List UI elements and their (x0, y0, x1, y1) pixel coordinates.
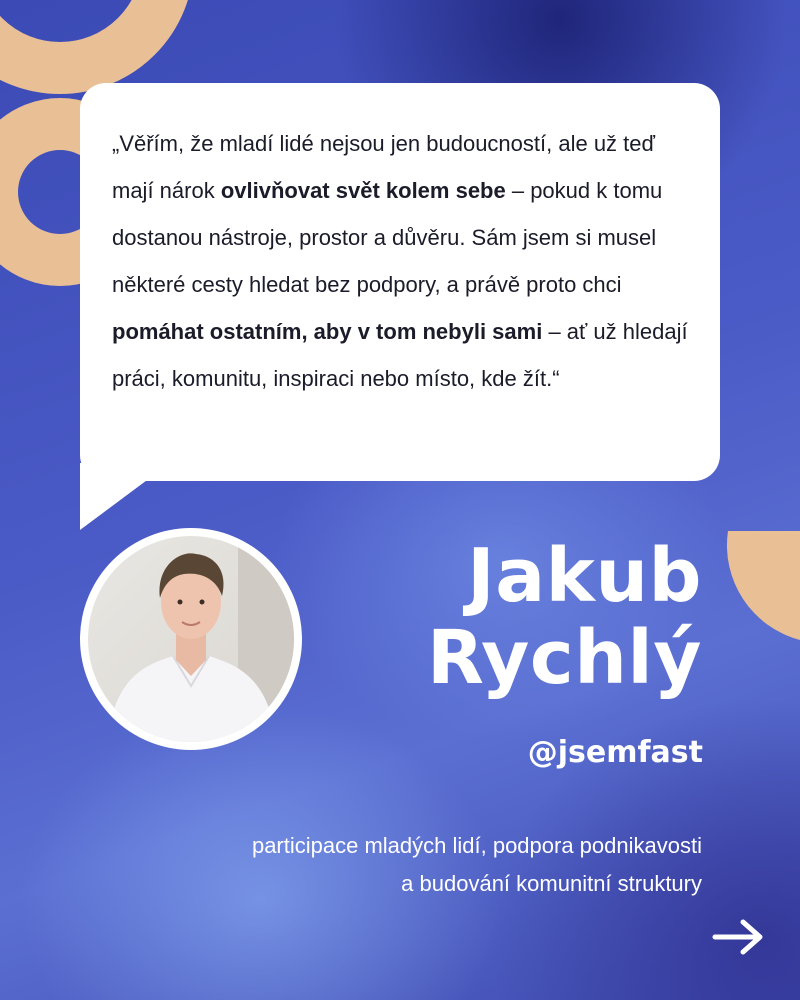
quote-part: – pokud k tomu dostanou nástroje, prostor a důvěru. Sám jsem si musel některé cesty hledat bez podpory, a právě proto chci (112, 178, 663, 297)
arrow-right-icon[interactable] (710, 917, 766, 957)
description-line-1: participace mladých lidí, podpora podnikavosti (251, 833, 702, 858)
social-handle: @jsemfast (527, 735, 703, 770)
person-photo (88, 536, 294, 742)
description-line-2: a budování komunitní struktury (401, 871, 702, 896)
quote-part: – ať už hledají práci, komunitu, inspiraci nebo místo, kde žít.“ (112, 319, 688, 391)
person-description (82, 827, 702, 903)
quote-emphasis: pomáhat ostatním, aby v tom nebyli sami (112, 319, 543, 344)
last-name: Rychlý (426, 615, 702, 701)
quote-text (112, 120, 702, 402)
quote-part: „Věřím, že mladí lidé nejsou jen budoucností, ale už teď mají nárok (112, 131, 656, 203)
quote-bubble (80, 83, 720, 530)
quote-bubble-tail (80, 463, 170, 533)
person-name (427, 535, 702, 699)
avatar (80, 528, 302, 750)
quote-bubble-body (80, 83, 720, 481)
quote-emphasis: ovlivňovat svět kolem sebe (220, 178, 506, 203)
first-name: Jakub (467, 533, 702, 619)
